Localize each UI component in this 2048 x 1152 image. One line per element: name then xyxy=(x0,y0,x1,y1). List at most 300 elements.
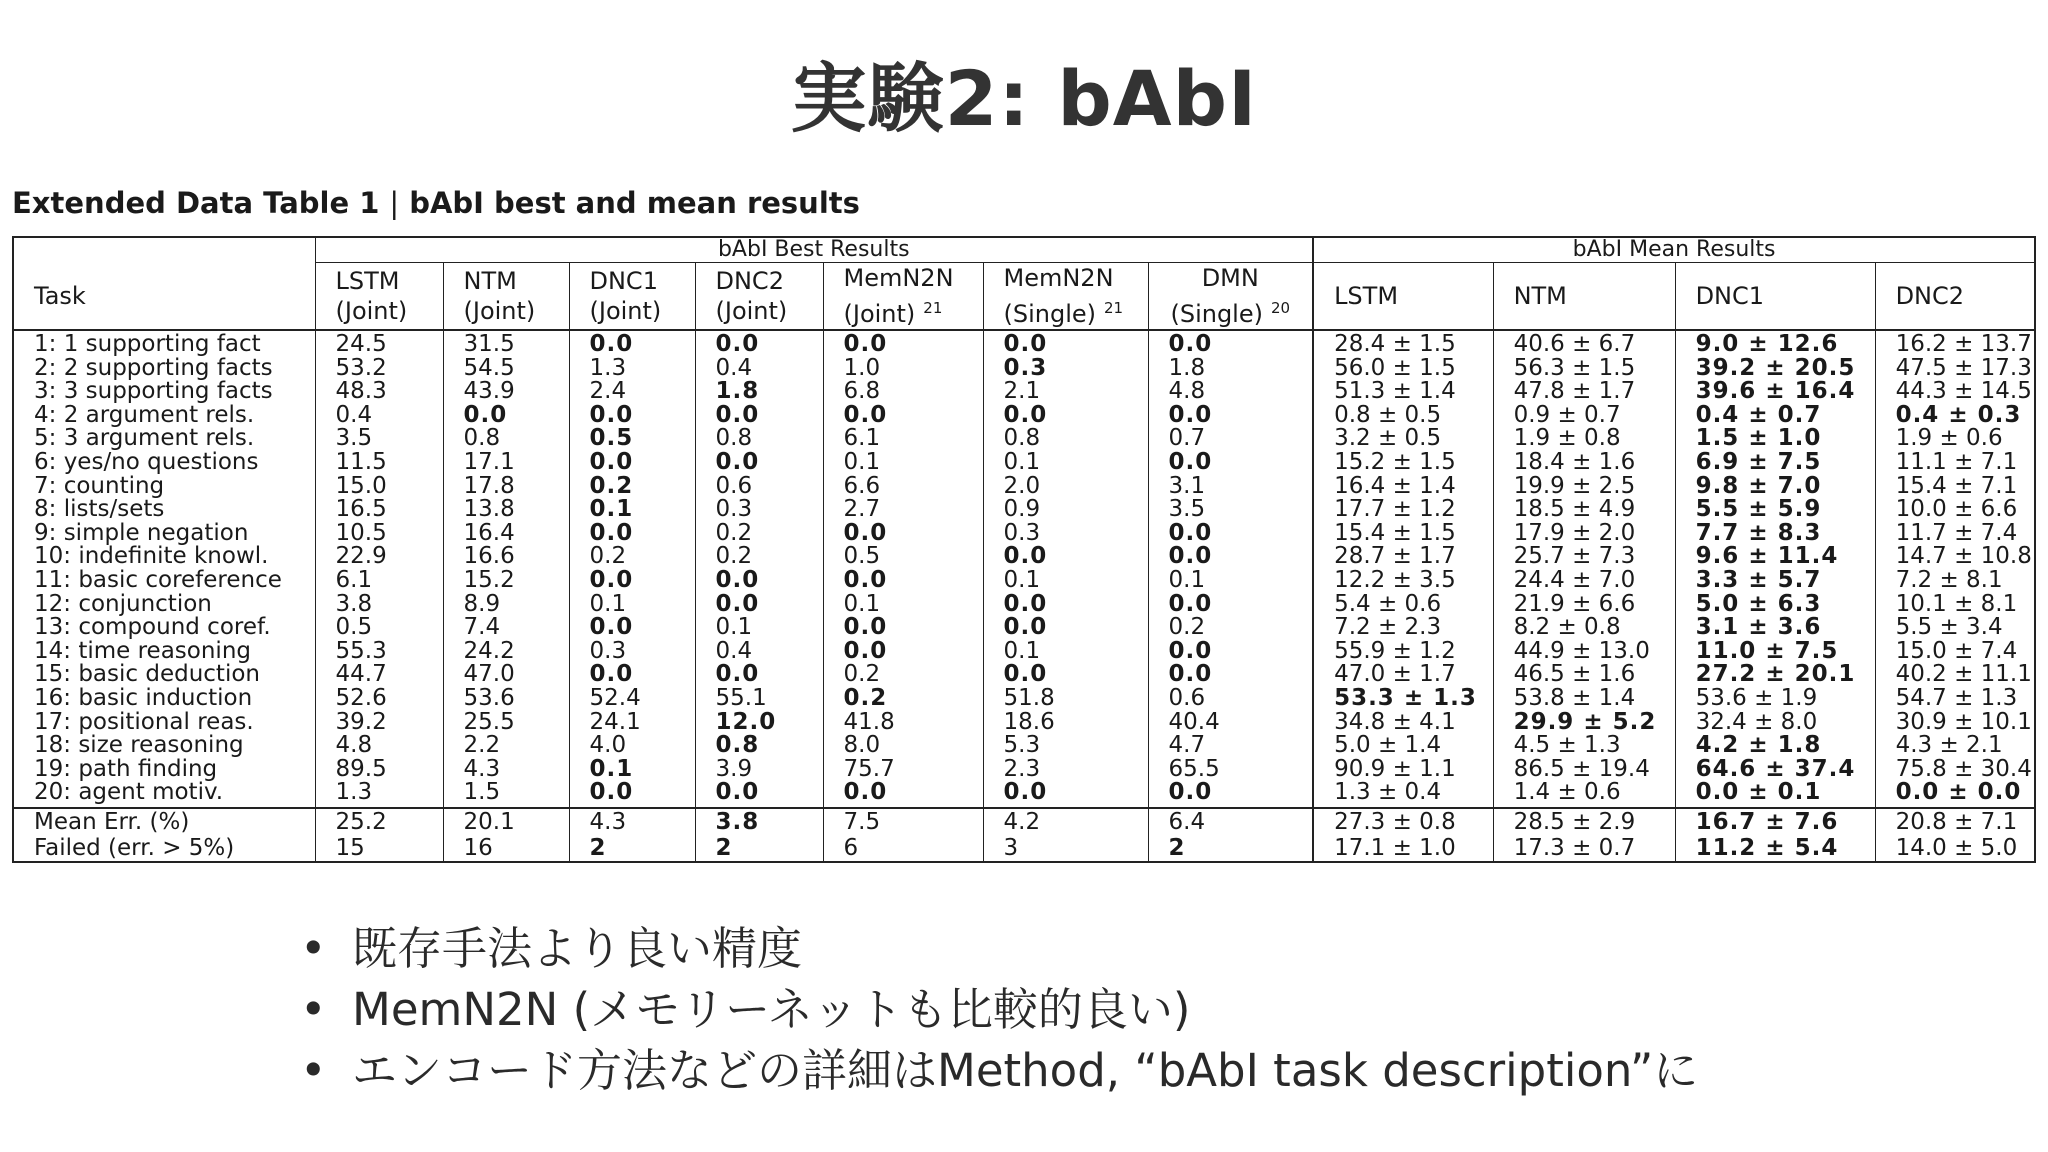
column-header-label: DMN xyxy=(1201,264,1259,292)
value-cell: 0.0 xyxy=(983,781,1148,808)
value-cell: 0.3 xyxy=(983,522,1148,546)
value-cell: 18.6 xyxy=(983,711,1148,735)
task-row xyxy=(13,640,2035,664)
value-cell: 0.2 xyxy=(695,522,823,546)
value-cell: 7.4 xyxy=(443,616,569,640)
value-cell: 2 xyxy=(1148,835,1313,862)
value-cell: 14.7 ± 10.8 xyxy=(1875,545,2035,569)
value-cell: 6.1 xyxy=(315,569,443,593)
value-cell: 17.9 ± 2.0 xyxy=(1493,522,1675,546)
column-header xyxy=(443,263,569,331)
task-name-cell: 12: conjunction xyxy=(13,593,315,617)
value-cell: 16.5 xyxy=(315,498,443,522)
value-cell: 39.2 xyxy=(315,711,443,735)
value-cell: 0.0 xyxy=(1148,451,1313,475)
task-name-cell: 18: size reasoning xyxy=(13,734,315,758)
value-cell: 5.5 ± 5.9 xyxy=(1675,498,1875,522)
value-cell: 1.9 ± 0.6 xyxy=(1875,427,2035,451)
value-cell: 0.0 xyxy=(983,545,1148,569)
column-header-label: MemN2N xyxy=(1003,264,1114,292)
value-cell: 0.7 xyxy=(1148,427,1313,451)
value-cell: 15.2 xyxy=(443,569,569,593)
value-cell: 0.4 ± 0.7 xyxy=(1675,404,1875,428)
value-cell: 11.2 ± 5.4 xyxy=(1675,835,1875,862)
value-cell: 0.0 xyxy=(983,663,1148,687)
value-cell: 0.3 xyxy=(695,498,823,522)
value-cell: 0.0 xyxy=(569,616,695,640)
column-header xyxy=(823,263,983,331)
value-cell: 15.4 ± 7.1 xyxy=(1875,475,2035,499)
value-cell: 2.1 xyxy=(983,380,1148,404)
value-cell: 4.3 xyxy=(443,758,569,782)
value-cell: 0.4 xyxy=(695,640,823,664)
value-cell: 53.6 xyxy=(443,687,569,711)
value-cell: 56.0 ± 1.5 xyxy=(1313,357,1493,381)
value-cell: 29.9 ± 5.2 xyxy=(1493,711,1675,735)
column-header-sublabel: (Joint) xyxy=(335,297,408,325)
value-cell: 8.0 xyxy=(823,734,983,758)
value-cell: 0.2 xyxy=(569,475,695,499)
value-cell: 47.0 ± 1.7 xyxy=(1313,663,1493,687)
value-cell: 27.3 ± 0.8 xyxy=(1313,808,1493,835)
value-cell: 5.0 ± 1.4 xyxy=(1313,734,1493,758)
value-cell: 55.1 xyxy=(695,687,823,711)
value-cell: 9.8 ± 7.0 xyxy=(1675,475,1875,499)
task-row xyxy=(13,522,2035,546)
value-cell: 18.5 ± 4.9 xyxy=(1493,498,1675,522)
value-cell: 7.7 ± 8.3 xyxy=(1675,522,1875,546)
task-name-cell: 19: path finding xyxy=(13,758,315,782)
caption-separator: | xyxy=(389,186,400,220)
value-cell: 4.8 xyxy=(1148,380,1313,404)
value-cell: 3 xyxy=(983,835,1148,862)
value-cell: 0.1 xyxy=(569,593,695,617)
value-cell: 1.3 ± 0.4 xyxy=(1313,781,1493,808)
value-cell: 0.6 xyxy=(695,475,823,499)
value-cell: 13.8 xyxy=(443,498,569,522)
bullet-marker: • xyxy=(300,1044,327,1097)
value-cell: 20.8 ± 7.1 xyxy=(1875,808,2035,835)
value-cell: 52.4 xyxy=(569,687,695,711)
value-cell: 22.9 xyxy=(315,545,443,569)
task-name-cell: 7: counting xyxy=(13,475,315,499)
value-cell: 0.4 ± 0.3 xyxy=(1875,404,2035,428)
value-cell: 0.8 xyxy=(695,427,823,451)
task-row xyxy=(13,711,2035,735)
value-cell: 0.3 xyxy=(569,640,695,664)
value-cell: 75.7 xyxy=(823,758,983,782)
value-cell: 2.2 xyxy=(443,734,569,758)
value-cell: 0.0 xyxy=(695,451,823,475)
column-header xyxy=(1675,263,1875,331)
value-cell: 3.8 xyxy=(315,593,443,617)
value-cell: 0.0 xyxy=(569,569,695,593)
value-cell: 0.0 xyxy=(823,616,983,640)
value-cell: 0.1 xyxy=(569,498,695,522)
value-cell: 0.0 xyxy=(695,404,823,428)
value-cell: 0.0 xyxy=(983,593,1148,617)
column-header xyxy=(983,263,1148,331)
value-cell: 0.0 xyxy=(695,330,823,357)
value-cell: 6.6 xyxy=(823,475,983,499)
value-cell: 34.8 ± 4.1 xyxy=(1313,711,1493,735)
value-cell: 47.8 ± 1.7 xyxy=(1493,380,1675,404)
value-cell: 11.1 ± 7.1 xyxy=(1875,451,2035,475)
value-cell: 0.3 xyxy=(983,357,1148,381)
value-cell: 0.0 xyxy=(983,330,1148,357)
task-name-cell: 2: 2 supporting facts xyxy=(13,357,315,381)
group-header-best: bAbI Best Results xyxy=(315,237,1313,263)
value-cell: 0.0 xyxy=(1148,545,1313,569)
value-cell: 16.7 ± 7.6 xyxy=(1675,808,1875,835)
bullet-text: エンコード方法などの詳細はMethod, “bAbI task description”に xyxy=(352,1044,1699,1097)
value-cell: 11.0 ± 7.5 xyxy=(1675,640,1875,664)
value-cell: 17.8 xyxy=(443,475,569,499)
value-cell: 6.1 xyxy=(823,427,983,451)
value-cell: 5.3 xyxy=(983,734,1148,758)
column-header-label: LSTM xyxy=(335,267,400,295)
value-cell: 7.2 ± 2.3 xyxy=(1313,616,1493,640)
value-cell: 0.1 xyxy=(569,758,695,782)
bullet-text: 既存手法より良い精度 xyxy=(352,922,803,975)
value-cell: 3.1 ± 3.6 xyxy=(1675,616,1875,640)
task-name-cell: 16: basic induction xyxy=(13,687,315,711)
value-cell: 2.3 xyxy=(983,758,1148,782)
value-cell: 0.0 xyxy=(443,404,569,428)
value-cell: 5.0 ± 6.3 xyxy=(1675,593,1875,617)
value-cell: 53.3 ± 1.3 xyxy=(1313,687,1493,711)
value-cell: 46.5 ± 1.6 xyxy=(1493,663,1675,687)
value-cell: 4.3 ± 2.1 xyxy=(1875,734,2035,758)
column-header-label: NTM xyxy=(1513,282,1567,310)
column-header-label: Task xyxy=(34,281,86,310)
value-cell: 1.5 ± 1.0 xyxy=(1675,427,1875,451)
task-row xyxy=(13,451,2035,475)
bullet-text: MemN2N (メモリーネットも比較的良い) xyxy=(352,983,1191,1036)
value-cell: 0.0 xyxy=(1148,593,1313,617)
value-cell: 17.1 xyxy=(443,451,569,475)
task-row xyxy=(13,758,2035,782)
results-table xyxy=(12,236,2036,863)
task-row xyxy=(13,498,2035,522)
task-name-cell: 14: time reasoning xyxy=(13,640,315,664)
value-cell: 0.0 xyxy=(823,522,983,546)
value-cell: 4.2 ± 1.8 xyxy=(1675,734,1875,758)
value-cell: 11.7 ± 7.4 xyxy=(1875,522,2035,546)
value-cell: 55.3 xyxy=(315,640,443,664)
value-cell: 53.8 ± 1.4 xyxy=(1493,687,1675,711)
value-cell: 25.2 xyxy=(315,808,443,835)
value-cell: 15.0 xyxy=(315,475,443,499)
value-cell: 1.8 xyxy=(1148,357,1313,381)
value-cell: 4.5 ± 1.3 xyxy=(1493,734,1675,758)
task-row xyxy=(13,404,2035,428)
value-cell: 43.9 xyxy=(443,380,569,404)
value-cell: 0.0 xyxy=(569,663,695,687)
bullet-list xyxy=(300,918,1698,1101)
value-cell: 28.4 ± 1.5 xyxy=(1313,330,1493,357)
value-cell: 0.0 xyxy=(823,569,983,593)
task-name-cell: 9: simple negation xyxy=(13,522,315,546)
bullet-marker: • xyxy=(300,922,327,975)
value-cell: 0.2 xyxy=(569,545,695,569)
value-cell: 9.6 ± 11.4 xyxy=(1675,545,1875,569)
value-cell: 55.9 ± 1.2 xyxy=(1313,640,1493,664)
column-header-label: DNC1 xyxy=(1695,282,1765,310)
task-row xyxy=(13,380,2035,404)
value-cell: 3.5 xyxy=(315,427,443,451)
value-cell: 5.4 ± 0.6 xyxy=(1313,593,1493,617)
value-cell: 4.7 xyxy=(1148,734,1313,758)
value-cell: 44.3 ± 14.5 xyxy=(1875,380,2035,404)
value-cell: 0.0 ± 0.0 xyxy=(1875,781,2035,808)
value-cell: 21.9 ± 6.6 xyxy=(1493,593,1675,617)
value-cell: 1.3 xyxy=(315,781,443,808)
value-cell: 0.0 xyxy=(569,522,695,546)
value-cell: 3.8 xyxy=(695,808,823,835)
column-header-label: DNC2 xyxy=(715,267,784,295)
value-cell: 47.0 xyxy=(443,663,569,687)
value-cell: 40.4 xyxy=(1148,711,1313,735)
value-cell: 16.4 ± 1.4 xyxy=(1313,475,1493,499)
value-cell: 15 xyxy=(315,835,443,862)
value-cell: 0.0 xyxy=(569,781,695,808)
value-cell: 2.0 xyxy=(983,475,1148,499)
column-header-sublabel: (Joint) xyxy=(715,297,788,325)
value-cell: 0.0 xyxy=(1148,781,1313,808)
value-cell: 0.1 xyxy=(983,451,1148,475)
value-cell: 54.7 ± 1.3 xyxy=(1875,687,2035,711)
value-cell: 8.9 xyxy=(443,593,569,617)
task-name-cell: 15: basic deduction xyxy=(13,663,315,687)
value-cell: 3.2 ± 0.5 xyxy=(1313,427,1493,451)
value-cell: 16.6 xyxy=(443,545,569,569)
reference-superscript: 20 xyxy=(1270,299,1291,317)
value-cell: 0.0 xyxy=(823,781,983,808)
value-cell: 53.2 xyxy=(315,357,443,381)
value-cell: 0.1 xyxy=(983,640,1148,664)
value-cell: 53.6 ± 1.9 xyxy=(1675,687,1875,711)
value-cell: 18.4 ± 1.6 xyxy=(1493,451,1675,475)
value-cell: 2 xyxy=(695,835,823,862)
value-cell: 0.5 xyxy=(823,545,983,569)
value-cell: 51.8 xyxy=(983,687,1148,711)
column-header-label: NTM xyxy=(463,267,517,295)
header-blank xyxy=(13,237,315,263)
value-cell: 10.5 xyxy=(315,522,443,546)
value-cell: 0.4 xyxy=(315,404,443,428)
value-cell: 3.1 xyxy=(1148,475,1313,499)
bullet-item xyxy=(300,918,1698,979)
value-cell: 8.2 ± 0.8 xyxy=(1493,616,1675,640)
value-cell: 16 xyxy=(443,835,569,862)
value-cell: 0.0 xyxy=(1148,330,1313,357)
task-name-cell: 11: basic coreference xyxy=(13,569,315,593)
value-cell: 52.6 xyxy=(315,687,443,711)
task-name-cell: 8: lists/sets xyxy=(13,498,315,522)
value-cell: 0.0 xyxy=(983,616,1148,640)
value-cell: 1.8 xyxy=(695,380,823,404)
value-cell: 7.5 xyxy=(823,808,983,835)
caption-label: Extended Data Table 1 xyxy=(12,186,380,220)
value-cell: 24.5 xyxy=(315,330,443,357)
value-cell: 56.3 ± 1.5 xyxy=(1493,357,1675,381)
bullet-marker: • xyxy=(300,983,327,1036)
value-cell: 0.0 xyxy=(1148,663,1313,687)
value-cell: 16.2 ± 13.7 xyxy=(1875,330,2035,357)
value-cell: 0.0 xyxy=(983,404,1148,428)
value-cell: 17.1 ± 1.0 xyxy=(1313,835,1493,862)
value-cell: 1.9 ± 0.8 xyxy=(1493,427,1675,451)
column-header xyxy=(695,263,823,331)
value-cell: 0.8 ± 0.5 xyxy=(1313,404,1493,428)
task-name-cell: 6: yes/no questions xyxy=(13,451,315,475)
column-header-label: LSTM xyxy=(1334,282,1399,310)
value-cell: 0.5 xyxy=(569,427,695,451)
value-cell: 0.0 xyxy=(1148,640,1313,664)
value-cell: 19.9 ± 2.5 xyxy=(1493,475,1675,499)
value-cell: 17.7 ± 1.2 xyxy=(1313,498,1493,522)
value-cell: 31.5 xyxy=(443,330,569,357)
value-cell: 17.3 ± 0.7 xyxy=(1493,835,1675,862)
value-cell: 0.0 xyxy=(695,663,823,687)
value-cell: 0.5 xyxy=(315,616,443,640)
value-cell: 1.3 xyxy=(569,357,695,381)
column-header-label: MemN2N xyxy=(843,264,954,292)
task-name-cell: Mean Err. (%) xyxy=(13,808,315,835)
value-cell: 2 xyxy=(569,835,695,862)
task-row xyxy=(13,593,2035,617)
value-cell: 6 xyxy=(823,835,983,862)
task-row xyxy=(13,330,2035,357)
value-cell: 4.2 xyxy=(983,808,1148,835)
value-cell: 0.0 xyxy=(823,404,983,428)
value-cell: 0.0 xyxy=(1148,522,1313,546)
value-cell: 0.8 xyxy=(983,427,1148,451)
value-cell: 4.3 xyxy=(569,808,695,835)
task-name-cell: 4: 2 argument rels. xyxy=(13,404,315,428)
summary-row xyxy=(13,835,2035,862)
value-cell: 1.5 xyxy=(443,781,569,808)
value-cell: 3.5 xyxy=(1148,498,1313,522)
task-row xyxy=(13,663,2035,687)
column-header-sublabel: (Joint) xyxy=(843,300,916,328)
value-cell: 24.1 xyxy=(569,711,695,735)
value-cell: 0.0 xyxy=(823,330,983,357)
value-cell: 15.0 ± 7.4 xyxy=(1875,640,2035,664)
task-name-cell: Failed (err. > 5%) xyxy=(13,835,315,862)
value-cell: 64.6 ± 37.4 xyxy=(1675,758,1875,782)
value-cell: 15.2 ± 1.5 xyxy=(1313,451,1493,475)
value-cell: 27.2 ± 20.1 xyxy=(1675,663,1875,687)
table-caption xyxy=(12,186,860,220)
column-header xyxy=(1875,263,2035,331)
column-header xyxy=(13,263,315,331)
value-cell: 0.0 xyxy=(569,330,695,357)
value-cell: 25.5 xyxy=(443,711,569,735)
value-cell: 4.0 xyxy=(569,734,695,758)
value-cell: 0.0 xyxy=(1148,404,1313,428)
column-header xyxy=(569,263,695,331)
value-cell: 3.9 xyxy=(695,758,823,782)
value-cell: 0.8 xyxy=(695,734,823,758)
value-cell: 40.6 ± 6.7 xyxy=(1493,330,1675,357)
task-row xyxy=(13,545,2035,569)
value-cell: 65.5 xyxy=(1148,758,1313,782)
value-cell: 0.4 xyxy=(695,357,823,381)
value-cell: 6.8 xyxy=(823,380,983,404)
value-cell: 44.9 ± 13.0 xyxy=(1493,640,1675,664)
value-cell: 51.3 ± 1.4 xyxy=(1313,380,1493,404)
task-name-cell: 10: indefinite knowl. xyxy=(13,545,315,569)
task-row xyxy=(13,616,2035,640)
value-cell: 12.0 xyxy=(695,711,823,735)
group-header-mean: bAbI Mean Results xyxy=(1313,237,2035,263)
value-cell: 30.9 ± 10.1 xyxy=(1875,711,2035,735)
column-header-sublabel: (Joint) xyxy=(463,297,536,325)
summary-row xyxy=(13,808,2035,835)
column-header-label: DNC2 xyxy=(1895,282,1965,310)
task-row xyxy=(13,357,2035,381)
value-cell: 0.2 xyxy=(823,687,983,711)
value-cell: 20.1 xyxy=(443,808,569,835)
value-cell: 6.9 ± 7.5 xyxy=(1675,451,1875,475)
value-cell: 0.1 xyxy=(695,616,823,640)
value-cell: 6.4 xyxy=(1148,808,1313,835)
value-cell: 4.8 xyxy=(315,734,443,758)
bullet-item xyxy=(300,979,1698,1040)
column-header-sublabel: (Joint) xyxy=(589,297,662,325)
value-cell: 24.2 xyxy=(443,640,569,664)
task-row xyxy=(13,781,2035,808)
value-cell: 32.4 ± 8.0 xyxy=(1675,711,1875,735)
caption-text: bAbI best and mean results xyxy=(409,186,860,220)
value-cell: 75.8 ± 30.4 xyxy=(1875,758,2035,782)
value-cell: 28.5 ± 2.9 xyxy=(1493,808,1675,835)
task-row xyxy=(13,569,2035,593)
reference-superscript: 21 xyxy=(923,299,943,317)
task-name-cell: 1: 1 supporting fact xyxy=(13,330,315,357)
column-header-label: DNC1 xyxy=(589,267,658,295)
value-cell: 10.0 ± 6.6 xyxy=(1875,498,2035,522)
value-cell: 0.2 xyxy=(695,545,823,569)
value-cell: 0.0 xyxy=(695,781,823,808)
value-cell: 0.0 xyxy=(569,451,695,475)
value-cell: 0.1 xyxy=(1148,569,1313,593)
value-cell: 40.2 ± 11.1 xyxy=(1875,663,2035,687)
value-cell: 44.7 xyxy=(315,663,443,687)
value-cell: 0.0 xyxy=(695,569,823,593)
value-cell: 11.5 xyxy=(315,451,443,475)
value-cell: 0.6 xyxy=(1148,687,1313,711)
value-cell: 0.2 xyxy=(1148,616,1313,640)
value-cell: 10.1 ± 8.1 xyxy=(1875,593,2035,617)
value-cell: 1.4 ± 0.6 xyxy=(1493,781,1675,808)
value-cell: 0.0 xyxy=(823,640,983,664)
column-header xyxy=(315,263,443,331)
slide-title: 実験2: bAbI xyxy=(790,54,1258,143)
reference-superscript: 21 xyxy=(1104,299,1124,317)
value-cell: 0.2 xyxy=(823,663,983,687)
value-cell: 15.4 ± 1.5 xyxy=(1313,522,1493,546)
value-cell: 0.9 ± 0.7 xyxy=(1493,404,1675,428)
value-cell: 9.0 ± 12.6 xyxy=(1675,330,1875,357)
value-cell: 54.5 xyxy=(443,357,569,381)
value-cell: 41.8 xyxy=(823,711,983,735)
value-cell: 0.0 ± 0.1 xyxy=(1675,781,1875,808)
value-cell: 7.2 ± 8.1 xyxy=(1875,569,2035,593)
task-row xyxy=(13,427,2035,451)
